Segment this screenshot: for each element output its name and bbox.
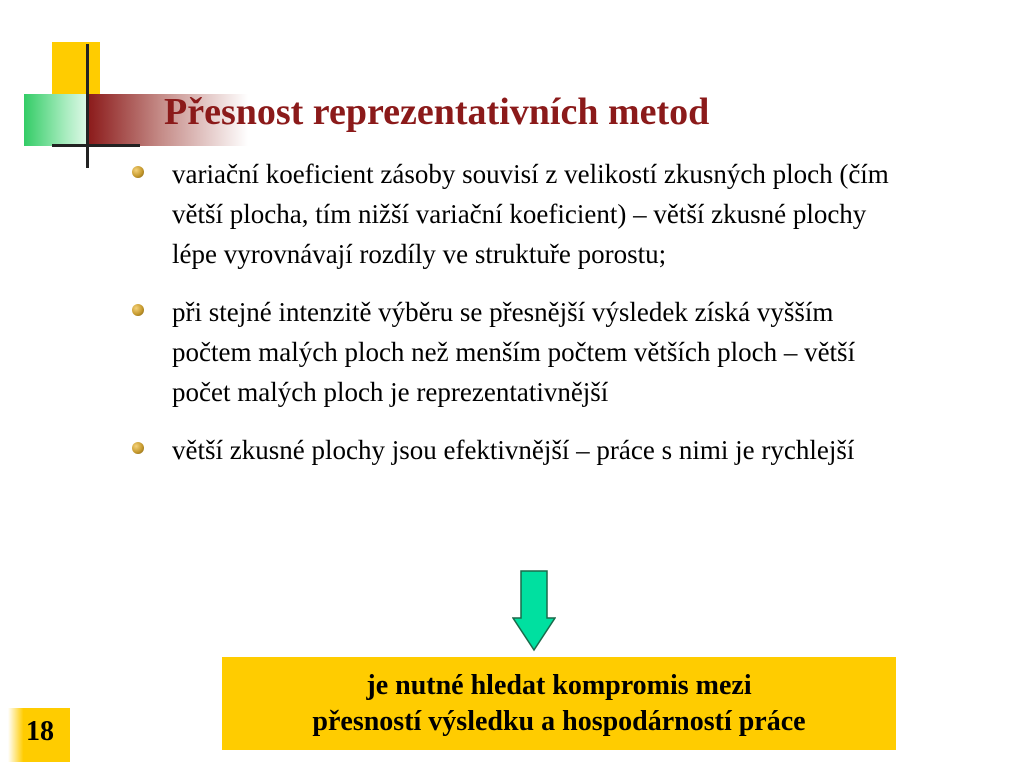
arrow-down-icon — [512, 570, 556, 652]
bullet-item — [132, 430, 912, 470]
conclusion-line-1: je nutné hledat kompromis mezi — [366, 669, 752, 701]
bullet-list — [132, 154, 912, 488]
bullet-text: variační koeficient zásoby souvisí z velikostí zkusných ploch (čím větší plocha, tím nižší variační koeficient) – větší zkusné plochy lépe vyrovnávají rozdíly ve struktuře porostu; — [172, 159, 889, 269]
slide-title: Přesnost reprezentativních metod — [164, 91, 710, 133]
decor-yellow-block — [52, 42, 100, 94]
bullet-item — [132, 154, 912, 274]
conclusion-line-2: přesností výsledku a hospodárností práce — [312, 705, 806, 737]
bullet-dot-icon — [132, 166, 144, 178]
bullet-text: větší zkusné plochy jsou efektivnější – práce s nimi je rychlejší — [172, 435, 855, 465]
bullet-item — [132, 292, 912, 412]
bullet-dot-icon — [132, 442, 144, 454]
decor-vertical-line — [86, 44, 89, 168]
bullet-dot-icon — [132, 304, 144, 316]
bullet-text: při stejné intenzitě výběru se přesnější výsledek získá vyšším počtem malých ploch než menším počtem větších ploch – větší počet malých ploch je reprezentativnější — [172, 297, 856, 407]
conclusion-box — [222, 657, 896, 750]
page-number: 18 — [26, 716, 54, 747]
decor-horizontal-line — [52, 144, 140, 147]
